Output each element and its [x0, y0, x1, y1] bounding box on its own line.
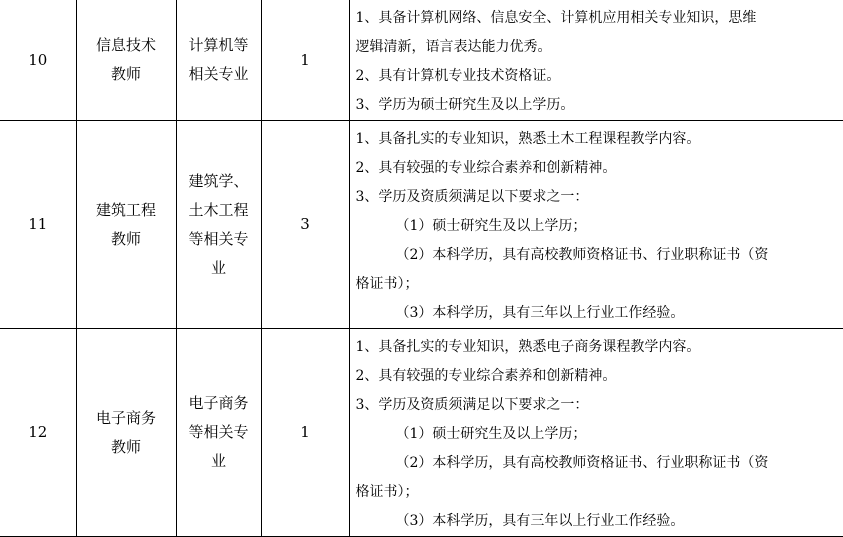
requirement-line: 逻辑清新，语言表达能力优秀。 — [355, 39, 552, 55]
position-title-line: 信息技术 — [95, 36, 156, 54]
requirements-cell — [349, 329, 843, 537]
requirement-line: （2）本科学历，具有高校教师资格证书、行业职称证书（资 — [395, 247, 769, 263]
requirements-cell — [349, 0, 843, 121]
major-requirement — [176, 0, 261, 121]
requirement-line: （1）硕士研究生及以上学历； — [395, 426, 587, 442]
requirement-line: （3）本科学历，具有三年以上行业工作经验。 — [395, 513, 685, 529]
requirement-line: 2、具有计算机专业技术资格证。 — [355, 68, 561, 84]
row-number: 10 — [0, 0, 76, 121]
position-title — [76, 121, 176, 329]
major-requirement-line: 建筑学、 — [188, 171, 249, 190]
headcount: 3 — [261, 121, 349, 329]
major-requirement-line: 等相关专 — [188, 229, 249, 248]
position-title-line: 教师 — [110, 229, 141, 248]
major-requirement — [176, 121, 261, 329]
headcount: 1 — [261, 0, 349, 121]
major-requirement-line: 等相关专 — [188, 423, 249, 441]
requirement-line: 3、学历及资质须满足以下要求之一： — [355, 397, 589, 413]
position-title — [76, 0, 176, 121]
requirement-line: 3、学历为硕士研究生及以上学历。 — [355, 97, 575, 113]
position-title-line: 教师 — [110, 437, 141, 456]
requirements-cell — [349, 121, 843, 329]
requirement-line: （1）硕士研究生及以上学历； — [395, 218, 587, 234]
requirement-line: 格证书）； — [355, 484, 419, 500]
table-row — [0, 329, 843, 537]
position-title — [76, 329, 176, 537]
major-requirement-line: 相关专业 — [188, 65, 249, 83]
position-title-line: 电子商务 — [95, 408, 156, 427]
position-title-line: 教师 — [110, 65, 141, 83]
requirement-line: （3）本科学历，具有三年以上行业工作经验。 — [395, 305, 685, 321]
requirement-line: 1、具备扎实的专业知识，熟悉土木工程课程教学内容。 — [355, 131, 701, 147]
requirement-line: 1、具备计算机网络、信息安全、计算机应用相关专业知识，思维 — [355, 10, 757, 26]
requirement-line: 2、具有较强的专业综合素养和创新精神。 — [355, 368, 617, 384]
requirement-line: 1、具备扎实的专业知识，熟悉电子商务课程教学内容。 — [355, 339, 701, 355]
major-requirement-line: 计算机等 — [188, 36, 249, 54]
requirement-line: （2）本科学历，具有高校教师资格证书、行业职称证书（资 — [395, 455, 769, 471]
requirement-line: 格证书）； — [355, 276, 419, 292]
requirement-line: 3、学历及资质须满足以下要求之一： — [355, 189, 589, 205]
table-row — [0, 0, 843, 121]
major-requirement-line: 业 — [210, 258, 226, 277]
major-requirement-line: 土木工程 — [188, 200, 249, 219]
row-number: 12 — [0, 329, 76, 537]
position-title-line: 建筑工程 — [95, 200, 156, 219]
major-requirement-line: 电子商务 — [188, 394, 249, 412]
headcount: 1 — [261, 329, 349, 537]
major-requirement-line: 业 — [210, 452, 226, 470]
row-number: 11 — [0, 121, 76, 329]
table-row — [0, 121, 843, 329]
major-requirement — [176, 329, 261, 537]
requirement-line: 2、具有较强的专业综合素养和创新精神。 — [355, 160, 617, 176]
